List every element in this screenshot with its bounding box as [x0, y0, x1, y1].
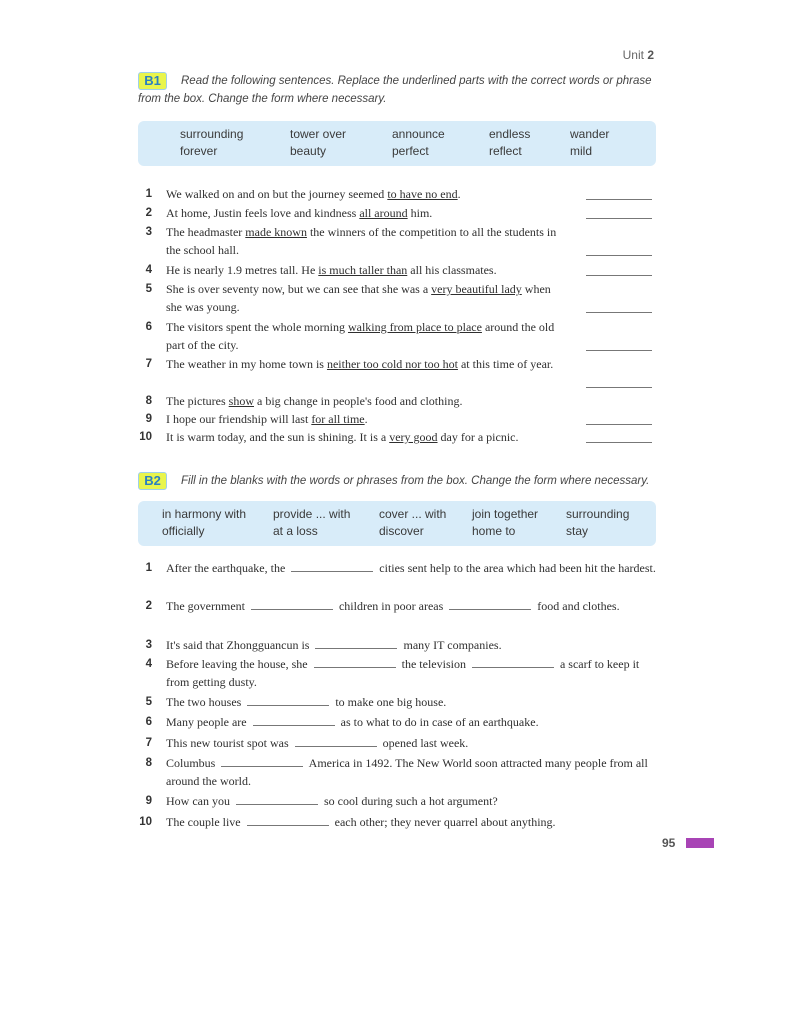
b1-item — [138, 355, 656, 391]
fill-blank[interactable] — [449, 599, 531, 610]
item-number: 4 — [145, 264, 152, 276]
fill-blank[interactable] — [247, 695, 329, 706]
answer-line[interactable] — [586, 218, 652, 219]
item-number: 2 — [145, 600, 152, 612]
item-number: 8 — [145, 395, 152, 407]
b1-instruction: B1 Read the following sentences. Replace the underlined parts with the correct words or phrase from the box. Change the form where necessary. — [138, 73, 652, 105]
underlined-phrase: neither too cold nor too hot — [326, 357, 458, 371]
word-box-item: join together — [472, 507, 539, 521]
item-text: How can you so cool during such a hot argument? — [166, 794, 498, 808]
word-box-item: cover ... with — [379, 507, 447, 521]
item-text: The two houses to make one big house. — [166, 695, 447, 709]
item-number: 3 — [145, 639, 152, 651]
word-box-item: reflect — [489, 144, 522, 158]
item-text: The pictures show a big change in people's food and clothing. — [166, 394, 463, 408]
item-text: We walked on and on but the journey seemed to have no end. — [166, 187, 461, 201]
word-box-item: forever — [180, 144, 218, 158]
item-number: 10 — [139, 816, 152, 828]
b1-item — [138, 185, 656, 203]
word-box-item: provide ... with — [273, 507, 351, 521]
item-number: 5 — [145, 283, 152, 295]
word-box-item: surrounding — [180, 127, 244, 141]
b1-badge: B1 — [138, 72, 167, 90]
item-number: 1 — [145, 562, 152, 574]
item-number: 9 — [145, 413, 152, 425]
item-text: He is nearly 1.9 metres tall. He is much taller than all his classmates. — [166, 263, 497, 277]
word-box-item: surrounding — [566, 507, 630, 521]
fill-blank[interactable] — [314, 657, 396, 668]
word-box-item: wander — [570, 127, 610, 141]
underlined-phrase: made known — [245, 225, 307, 239]
item-text: The government children in poor areas food and clothes. — [166, 599, 620, 613]
b1-item — [138, 318, 656, 354]
item-number: 4 — [145, 658, 152, 670]
fill-blank[interactable] — [236, 794, 318, 805]
item-text: After the earthquake, the cities sent help to the area which had been hit the hardest. — [166, 561, 656, 575]
word-box-item: beauty — [290, 144, 327, 158]
word-box-item: at a loss — [273, 524, 318, 538]
fill-blank[interactable] — [472, 657, 554, 668]
word-box-item: in harmony with — [162, 507, 247, 521]
word-box-item: stay — [566, 524, 589, 538]
item-text: The visitors spent the whole morning walking from place to place around the old part of the city. — [166, 320, 555, 352]
underlined-phrase: very good — [389, 430, 438, 444]
b1-item — [138, 428, 656, 446]
item-number: 7 — [145, 737, 152, 749]
item-number: 8 — [145, 757, 152, 769]
fill-blank[interactable] — [247, 815, 329, 826]
fill-blank[interactable] — [251, 599, 333, 610]
answer-line[interactable] — [586, 312, 652, 313]
underlined-phrase: for all time — [311, 412, 365, 426]
word-box-item: officially — [162, 524, 205, 538]
fill-blank[interactable] — [295, 736, 377, 747]
underlined-phrase: very beautiful lady — [431, 282, 522, 296]
underlined-phrase: to have no end — [387, 187, 458, 201]
b1-item — [138, 261, 656, 279]
page-number-bar — [686, 838, 714, 848]
answer-line[interactable] — [586, 442, 652, 443]
item-text: It is warm today, and the sun is shining. It is a very good day for a picnic. — [166, 430, 519, 444]
word-box-item: endless — [489, 127, 531, 141]
fill-blank[interactable] — [253, 715, 335, 726]
answer-line[interactable] — [586, 199, 652, 200]
fill-blank[interactable] — [315, 638, 397, 649]
word-box-item: perfect — [392, 144, 429, 158]
item-number: 6 — [145, 716, 152, 728]
underlined-phrase: walking from place to place — [347, 320, 482, 334]
item-text: The headmaster made known the winners of the competition to all the students in the school hall. — [166, 225, 557, 257]
word-box-item: announce — [392, 127, 445, 141]
item-text: Before leaving the house, she the television a scarf to keep it from getting dusty. — [166, 657, 640, 689]
item-text: I hope our friendship will last for all time. — [166, 412, 368, 426]
b1-item — [138, 204, 656, 222]
item-number: 3 — [145, 226, 152, 238]
item-text: This new tourist spot was opened last week. — [166, 736, 469, 750]
underlined-phrase: is much taller than — [318, 263, 408, 277]
item-number: 1 — [145, 188, 152, 200]
b2-word-box — [138, 501, 656, 546]
underlined-phrase: all around — [359, 206, 408, 220]
item-number: 2 — [145, 207, 152, 219]
item-number: 9 — [145, 795, 152, 807]
answer-line[interactable] — [586, 275, 652, 276]
b1-item — [138, 410, 656, 428]
item-text: Many people are as to what to do in case of an earthquake. — [166, 715, 539, 729]
word-box-item: discover — [379, 524, 424, 538]
item-number: 5 — [145, 696, 152, 708]
answer-line[interactable] — [586, 255, 652, 256]
item-text: The weather in my home town is neither too cold nor too hot at this time of year. — [166, 357, 554, 371]
word-box-item: tower over — [290, 127, 347, 141]
item-number: 7 — [145, 358, 152, 370]
b1-item — [138, 392, 656, 410]
fill-blank[interactable] — [221, 756, 303, 767]
answer-line[interactable] — [586, 350, 652, 351]
b2-instruction: B2 Fill in the blanks with the words or phrases from the box. Change the form where necessary. — [138, 472, 656, 490]
item-text: At home, Justin feels love and kindness all around him. — [166, 206, 433, 220]
item-text: She is over seventy now, but we can see that she was a very beautiful lady when she was young. — [166, 282, 551, 314]
b1-item — [138, 223, 656, 259]
word-box-item: home to — [472, 524, 516, 538]
answer-line[interactable] — [586, 424, 652, 425]
item-number: 6 — [145, 321, 152, 333]
item-text: Columbus America in 1492. The New World soon attracted many people from all around the world. — [166, 756, 648, 788]
page-number: 95 — [662, 836, 676, 850]
underlined-phrase: show — [228, 394, 254, 408]
answer-line[interactable] — [586, 387, 652, 388]
word-box-item: mild — [570, 144, 593, 158]
b1-item — [138, 280, 656, 316]
unit-label: Unit 2 — [622, 48, 654, 62]
fill-blank[interactable] — [291, 561, 373, 572]
item-text: It's said that Zhongguancun is many IT companies. — [166, 638, 502, 652]
b2-badge: B2 — [138, 472, 167, 490]
b1-word-box — [138, 121, 656, 166]
item-text: The couple live each other; they never quarrel about anything. — [166, 815, 556, 829]
item-number: 10 — [139, 431, 152, 443]
